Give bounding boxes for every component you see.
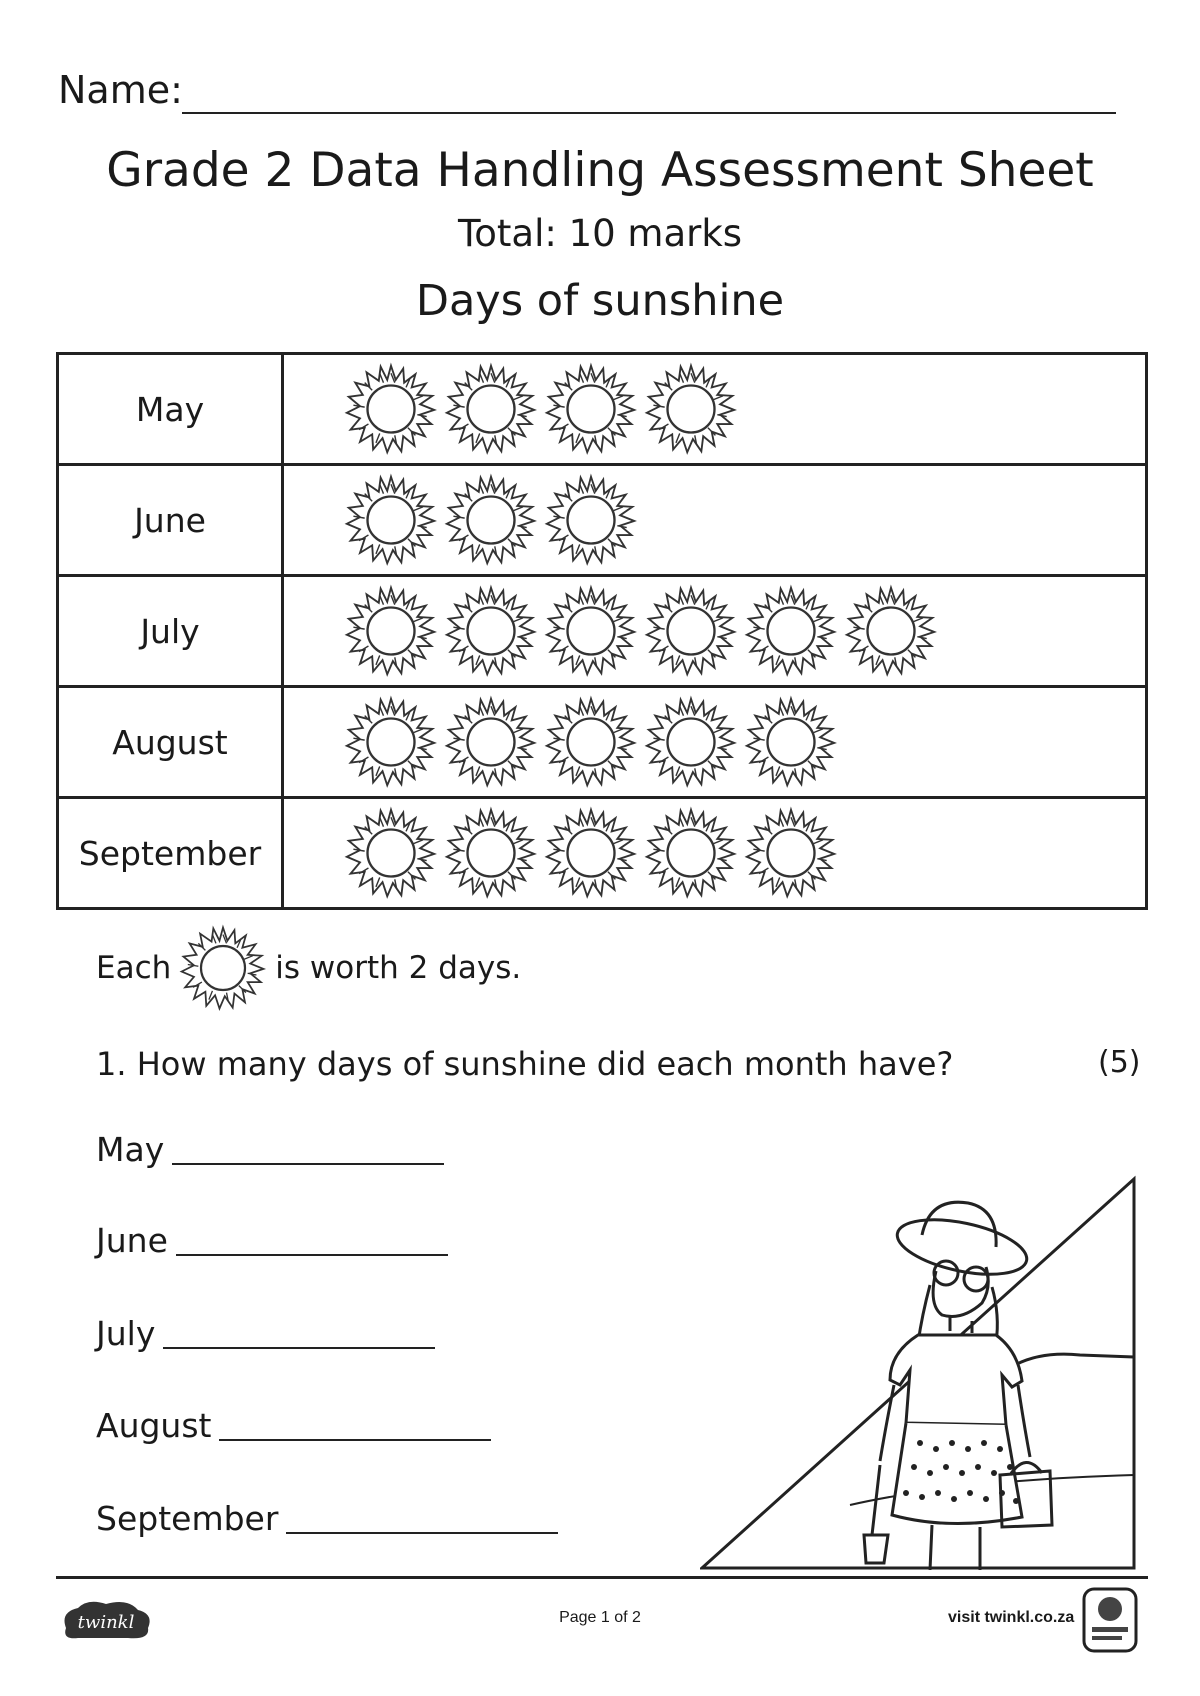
quality-badge-icon <box>1080 1585 1140 1655</box>
name-label: Name: <box>58 68 183 112</box>
sun-icon <box>344 806 438 900</box>
key-suffix: is worth 2 days. <box>275 950 522 986</box>
sun-icon <box>444 362 538 456</box>
pictogram-row <box>58 687 1147 798</box>
sun-icon <box>844 584 938 678</box>
sun-icon <box>444 695 538 789</box>
footer-rule <box>56 1576 1148 1579</box>
sun-icon <box>444 473 538 567</box>
pictogram-suns-cell <box>283 576 1147 687</box>
sun-icon <box>644 584 738 678</box>
answer-blank[interactable] <box>219 1439 491 1441</box>
name-field-line[interactable] <box>182 112 1116 114</box>
pictogram-suns-cell <box>283 465 1147 576</box>
visit-link[interactable]: visit twinkl.co.za <box>948 1609 1075 1626</box>
svg-text:twinkl: twinkl <box>77 1612 135 1633</box>
pictogram-month-label: July <box>58 576 283 687</box>
sun-icon <box>544 695 638 789</box>
question-1: 1. How many days of sunshine did each month have? <box>96 1045 954 1083</box>
page-title: Grade 2 Data Handling Assessment Sheet <box>106 143 1094 198</box>
answer-june[interactable] <box>96 1221 448 1260</box>
sun-icon <box>544 806 638 900</box>
sun-icon <box>644 806 738 900</box>
answer-blank[interactable] <box>286 1532 558 1534</box>
question-1-marks: (5) <box>1098 1045 1141 1080</box>
key-prefix: Each <box>96 950 172 986</box>
pictogram-month-label: August <box>58 687 283 798</box>
answer-label: May <box>96 1130 165 1169</box>
sun-icon <box>344 584 438 678</box>
beach-girl-illustration <box>700 1175 1140 1570</box>
pictogram-key <box>96 925 521 1011</box>
pictogram-row <box>58 798 1147 909</box>
answer-label: September <box>96 1499 279 1538</box>
sun-icon <box>544 473 638 567</box>
pictogram-month-label: June <box>58 465 283 576</box>
pictogram-title: Days of sunshine <box>415 276 785 326</box>
sun-icon <box>744 695 838 789</box>
pictogram-table <box>56 352 1148 910</box>
sun-icon <box>444 806 538 900</box>
sun-icon <box>344 473 438 567</box>
sun-icon <box>644 362 738 456</box>
sun-icon <box>344 695 438 789</box>
pictogram-row <box>58 354 1147 465</box>
total-marks: Total: 10 marks <box>457 212 743 255</box>
pictogram-suns-cell <box>283 798 1147 909</box>
answer-blank[interactable] <box>172 1163 444 1165</box>
sun-icon <box>544 584 638 678</box>
pictogram-row <box>58 576 1147 687</box>
answer-blank[interactable] <box>163 1347 435 1349</box>
pictogram-suns-cell <box>283 354 1147 465</box>
answer-july[interactable] <box>96 1314 435 1353</box>
sun-icon <box>179 924 267 1012</box>
page-number: Page 1 of 2 <box>559 1609 641 1626</box>
sun-icon <box>444 584 538 678</box>
answer-august[interactable] <box>96 1406 491 1445</box>
pictogram-suns-cell <box>283 687 1147 798</box>
sun-icon <box>744 806 838 900</box>
sun-icon <box>744 584 838 678</box>
answer-label: June <box>96 1221 168 1260</box>
answer-label: August <box>96 1406 212 1445</box>
answer-blank[interactable] <box>176 1254 448 1256</box>
sun-icon <box>344 362 438 456</box>
pictogram-month-label: September <box>58 798 283 909</box>
answer-may[interactable] <box>96 1130 444 1169</box>
pictogram-row <box>58 465 1147 576</box>
pictogram-month-label: May <box>58 354 283 465</box>
answer-label: July <box>96 1314 156 1353</box>
sun-icon <box>544 362 638 456</box>
sun-icon <box>644 695 738 789</box>
answer-september[interactable] <box>96 1499 558 1538</box>
